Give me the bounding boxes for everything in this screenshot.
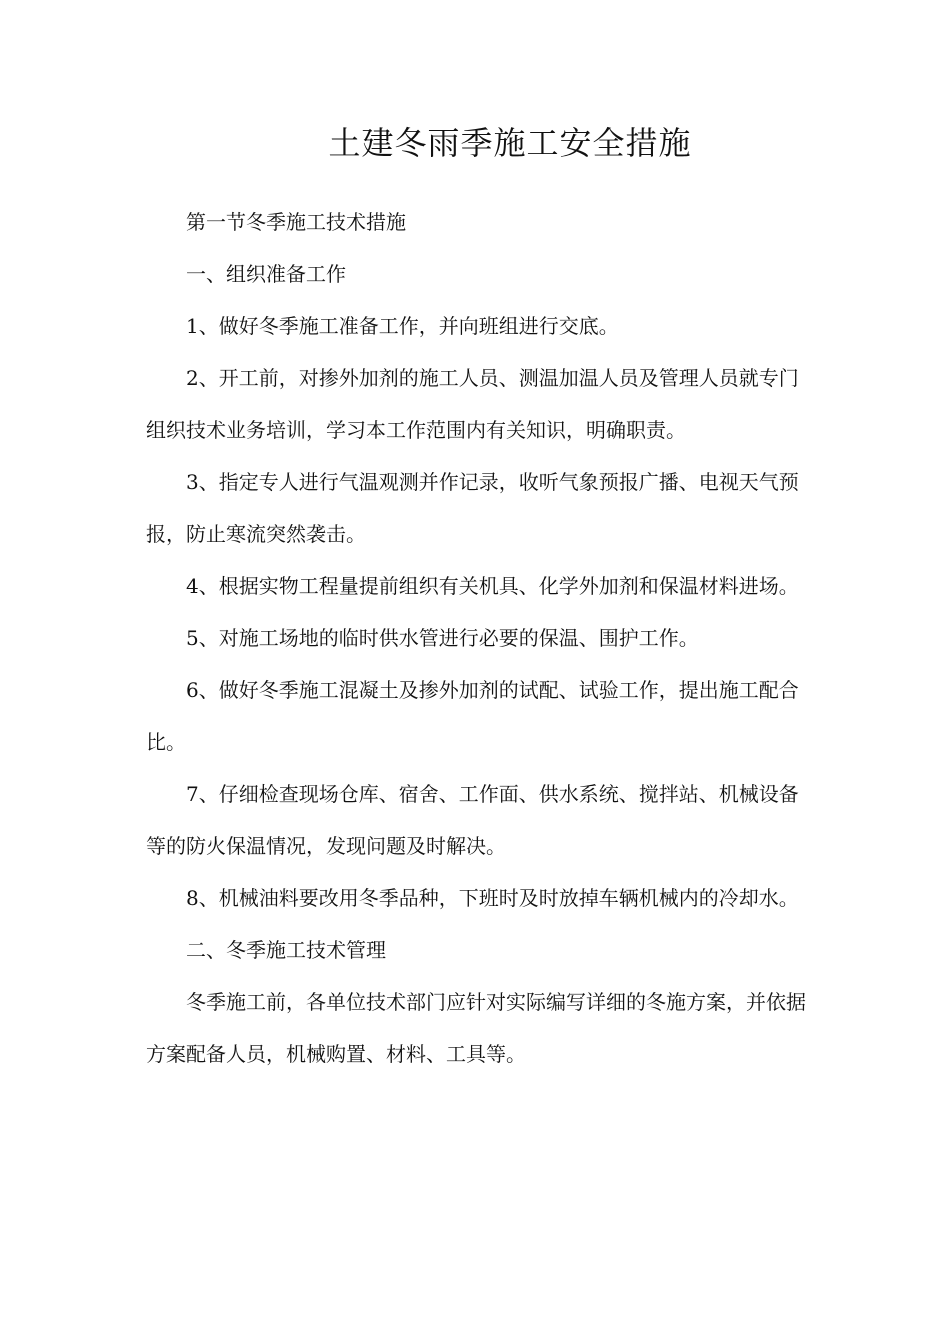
list-item: 3、指定专人进行气温观测并作记录，收听气象预报广播、电视天气预报，防止寒流突然袭击。 [146, 470, 799, 546]
section-heading: 第一节冬季施工技术措施 [186, 210, 406, 234]
list-item: 5、对施工场地的临时供水管进行必要的保温、围护工作。 [186, 626, 699, 650]
list-item: 1、做好冬季施工准备工作，并向班组进行交底。 [186, 314, 619, 338]
subsection-heading: 二、冬季施工技术管理 [186, 938, 386, 962]
list-item: 6、做好冬季施工混凝土及掺外加剂的试配、试验工作，提出施工配合比。 [146, 678, 799, 754]
list-item: 2、开工前，对掺外加剂的施工人员、测温加温人员及管理人员就专门组织技术业务培训，学习本工作范围内有关知识，明确职责。 [146, 366, 799, 442]
document-title: 土建冬雨季施工安全措施 [328, 124, 692, 162]
list-item: 8、机械油料要改用冬季品种，下班时及时放掉车辆机械内的冷却水。 [186, 886, 799, 910]
document-body [146, 196, 808, 1080]
list-item: 7、仔细检查现场仓库、宿舍、工作面、供水系统、搅拌站、机械设备等的防火保温情况，发现问题及时解决。 [146, 782, 799, 858]
body-paragraph: 冬季施工前，各单位技术部门应针对实际编写详细的冬施方案，并依据方案配备人员，机械购置、材料、工具等。 [146, 990, 806, 1066]
subsection-heading: 一、组织准备工作 [186, 262, 346, 286]
list-item: 4、根据实物工程量提前组织有关机具、化学外加剂和保温材料进场。 [186, 574, 799, 598]
